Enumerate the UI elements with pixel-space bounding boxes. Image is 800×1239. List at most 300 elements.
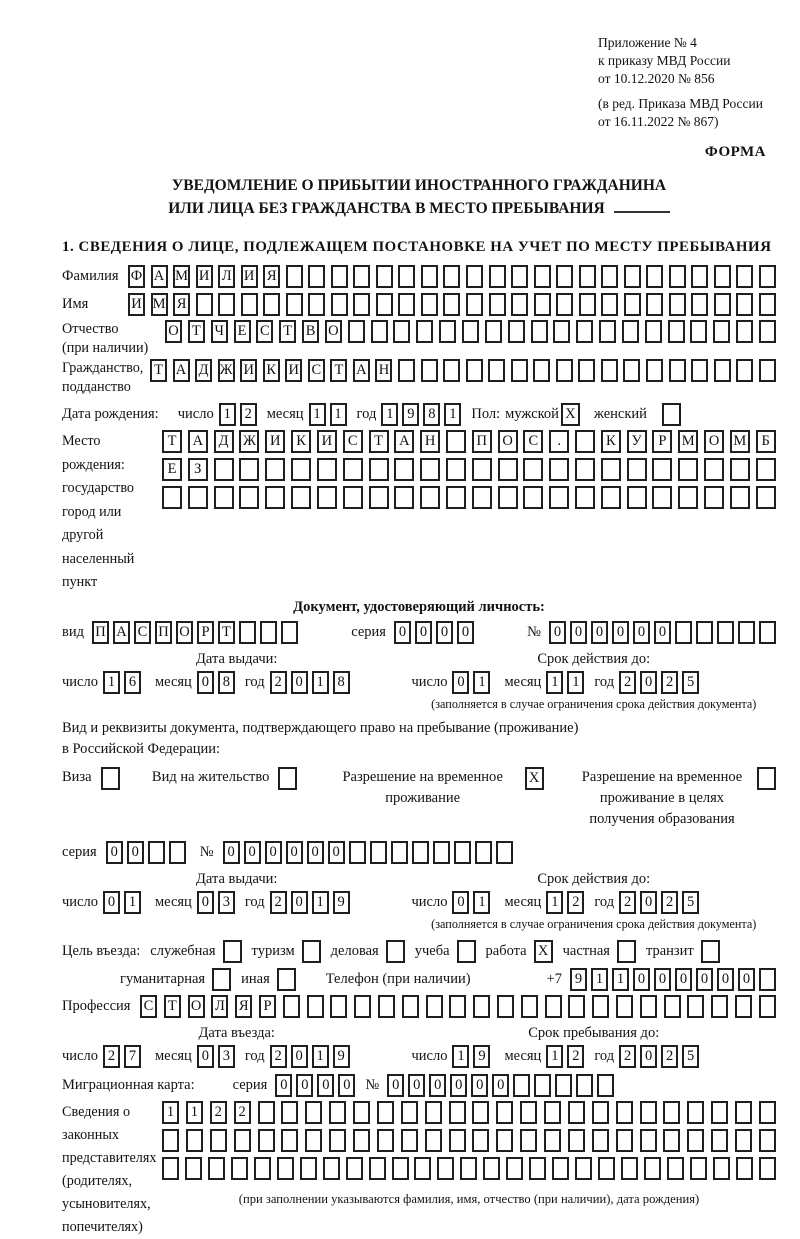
char-cell[interactable]: 0 bbox=[307, 841, 324, 864]
char-cell[interactable] bbox=[687, 1129, 704, 1152]
char-cell[interactable] bbox=[678, 486, 698, 509]
char-cell[interactable] bbox=[668, 320, 685, 343]
temp-permit-checkbox[interactable]: X bbox=[525, 767, 544, 790]
char-cell[interactable] bbox=[346, 1157, 363, 1180]
char-cell[interactable]: 2 bbox=[661, 1045, 678, 1068]
char-cell[interactable]: 1 bbox=[612, 968, 629, 991]
char-cell[interactable]: А bbox=[353, 359, 370, 382]
char-cell[interactable] bbox=[475, 841, 492, 864]
char-cell[interactable] bbox=[369, 458, 389, 481]
char-cell[interactable]: 0 bbox=[436, 621, 453, 644]
char-cell[interactable] bbox=[759, 265, 776, 288]
char-cell[interactable] bbox=[691, 265, 708, 288]
char-cell[interactable] bbox=[714, 265, 731, 288]
char-cell[interactable]: 9 bbox=[333, 891, 350, 914]
char-cell[interactable] bbox=[286, 265, 303, 288]
char-cell[interactable] bbox=[317, 458, 337, 481]
char-cell[interactable] bbox=[394, 458, 414, 481]
char-cell[interactable] bbox=[624, 293, 641, 316]
char-cell[interactable] bbox=[578, 359, 595, 382]
char-cell[interactable] bbox=[592, 1101, 609, 1124]
char-cell[interactable] bbox=[421, 265, 438, 288]
char-cell[interactable] bbox=[549, 458, 569, 481]
char-cell[interactable] bbox=[506, 1157, 523, 1180]
char-cell[interactable] bbox=[369, 486, 389, 509]
char-cell[interactable] bbox=[353, 1129, 370, 1152]
char-cell[interactable] bbox=[446, 458, 466, 481]
char-cell[interactable]: С bbox=[256, 320, 273, 343]
char-cell[interactable] bbox=[331, 293, 348, 316]
char-cell[interactable]: Л bbox=[218, 265, 235, 288]
char-cell[interactable] bbox=[640, 995, 657, 1018]
char-cell[interactable] bbox=[354, 995, 371, 1018]
char-cell[interactable] bbox=[258, 1129, 275, 1152]
char-cell[interactable] bbox=[714, 293, 731, 316]
char-cell[interactable] bbox=[534, 265, 551, 288]
char-cell[interactable]: 0 bbox=[429, 1074, 446, 1097]
char-cell[interactable] bbox=[691, 359, 708, 382]
commercial-checkbox[interactable] bbox=[386, 940, 405, 963]
char-cell[interactable] bbox=[687, 1101, 704, 1124]
char-cell[interactable]: 0 bbox=[291, 891, 308, 914]
char-cell[interactable] bbox=[690, 1157, 707, 1180]
char-cell[interactable] bbox=[713, 320, 730, 343]
char-cell[interactable] bbox=[420, 458, 440, 481]
char-cell[interactable] bbox=[523, 458, 543, 481]
char-cell[interactable] bbox=[210, 1129, 227, 1152]
char-cell[interactable]: 2 bbox=[234, 1101, 251, 1124]
char-cell[interactable] bbox=[711, 995, 728, 1018]
char-cell[interactable]: 1 bbox=[124, 891, 141, 914]
visa-checkbox[interactable] bbox=[101, 767, 120, 790]
char-cell[interactable]: 0 bbox=[338, 1074, 355, 1097]
char-cell[interactable]: 0 bbox=[640, 671, 657, 694]
char-cell[interactable] bbox=[544, 1101, 561, 1124]
char-cell[interactable]: 0 bbox=[633, 968, 650, 991]
char-cell[interactable]: 2 bbox=[661, 891, 678, 914]
char-cell[interactable]: 0 bbox=[696, 968, 713, 991]
char-cell[interactable]: И bbox=[317, 430, 337, 453]
char-cell[interactable]: Р bbox=[652, 430, 672, 453]
char-cell[interactable] bbox=[343, 486, 363, 509]
char-cell[interactable] bbox=[646, 293, 663, 316]
char-cell[interactable] bbox=[497, 995, 514, 1018]
char-cell[interactable]: О bbox=[325, 320, 342, 343]
char-cell[interactable]: 1 bbox=[219, 403, 236, 426]
char-cell[interactable] bbox=[511, 265, 528, 288]
char-cell[interactable] bbox=[669, 293, 686, 316]
char-cell[interactable] bbox=[398, 265, 415, 288]
char-cell[interactable]: И bbox=[265, 430, 285, 453]
char-cell[interactable]: Ж bbox=[218, 359, 235, 382]
char-cell[interactable] bbox=[371, 320, 388, 343]
char-cell[interactable] bbox=[449, 1101, 466, 1124]
char-cell[interactable]: Д bbox=[195, 359, 212, 382]
char-cell[interactable] bbox=[616, 1129, 633, 1152]
char-cell[interactable]: 0 bbox=[675, 968, 692, 991]
char-cell[interactable] bbox=[664, 995, 681, 1018]
char-cell[interactable] bbox=[667, 1157, 684, 1180]
char-cell[interactable] bbox=[305, 1101, 322, 1124]
char-cell[interactable] bbox=[736, 359, 753, 382]
char-cell[interactable]: 0 bbox=[570, 621, 587, 644]
char-cell[interactable] bbox=[234, 1129, 251, 1152]
char-cell[interactable] bbox=[343, 458, 363, 481]
char-cell[interactable] bbox=[597, 1074, 614, 1097]
char-cell[interactable]: Ч bbox=[211, 320, 228, 343]
char-cell[interactable] bbox=[533, 359, 550, 382]
char-cell[interactable] bbox=[329, 1129, 346, 1152]
char-cell[interactable] bbox=[646, 359, 663, 382]
char-cell[interactable] bbox=[575, 430, 595, 453]
char-cell[interactable] bbox=[508, 320, 525, 343]
char-cell[interactable] bbox=[466, 265, 483, 288]
char-cell[interactable]: 7 bbox=[124, 1045, 141, 1068]
char-cell[interactable]: 2 bbox=[567, 891, 584, 914]
char-cell[interactable] bbox=[148, 841, 165, 864]
char-cell[interactable] bbox=[556, 359, 573, 382]
char-cell[interactable] bbox=[489, 293, 506, 316]
char-cell[interactable]: П bbox=[472, 430, 492, 453]
char-cell[interactable] bbox=[599, 320, 616, 343]
char-cell[interactable] bbox=[621, 1157, 638, 1180]
char-cell[interactable]: 1 bbox=[312, 891, 329, 914]
char-cell[interactable]: 0 bbox=[654, 968, 671, 991]
char-cell[interactable] bbox=[759, 359, 776, 382]
study-checkbox[interactable] bbox=[457, 940, 476, 963]
char-cell[interactable]: 1 bbox=[473, 671, 490, 694]
char-cell[interactable]: 0 bbox=[197, 891, 214, 914]
char-cell[interactable] bbox=[401, 1129, 418, 1152]
char-cell[interactable] bbox=[353, 265, 370, 288]
char-cell[interactable]: Р bbox=[259, 995, 276, 1018]
char-cell[interactable] bbox=[241, 293, 258, 316]
char-cell[interactable] bbox=[291, 486, 311, 509]
char-cell[interactable] bbox=[575, 1157, 592, 1180]
char-cell[interactable] bbox=[353, 1101, 370, 1124]
char-cell[interactable]: 3 bbox=[218, 1045, 235, 1068]
char-cell[interactable]: Б bbox=[756, 430, 776, 453]
char-cell[interactable]: Т bbox=[218, 621, 235, 644]
char-cell[interactable] bbox=[412, 841, 429, 864]
char-cell[interactable] bbox=[756, 458, 776, 481]
char-cell[interactable] bbox=[738, 621, 755, 644]
char-cell[interactable] bbox=[348, 320, 365, 343]
char-cell[interactable] bbox=[462, 320, 479, 343]
char-cell[interactable]: 1 bbox=[591, 968, 608, 991]
char-cell[interactable]: 0 bbox=[640, 1045, 657, 1068]
char-cell[interactable]: 2 bbox=[661, 671, 678, 694]
char-cell[interactable] bbox=[446, 430, 466, 453]
char-cell[interactable]: 9 bbox=[333, 1045, 350, 1068]
char-cell[interactable] bbox=[433, 841, 450, 864]
char-cell[interactable] bbox=[520, 1129, 537, 1152]
char-cell[interactable] bbox=[472, 486, 492, 509]
char-cell[interactable]: 0 bbox=[127, 841, 144, 864]
char-cell[interactable]: 0 bbox=[394, 621, 411, 644]
char-cell[interactable] bbox=[576, 1074, 593, 1097]
char-cell[interactable] bbox=[735, 1101, 752, 1124]
char-cell[interactable] bbox=[640, 1101, 657, 1124]
char-cell[interactable] bbox=[185, 1157, 202, 1180]
business-checkbox[interactable] bbox=[223, 940, 242, 963]
char-cell[interactable]: 9 bbox=[402, 403, 419, 426]
char-cell[interactable] bbox=[162, 486, 182, 509]
char-cell[interactable]: К bbox=[263, 359, 280, 382]
char-cell[interactable] bbox=[421, 293, 438, 316]
char-cell[interactable]: 3 bbox=[218, 891, 235, 914]
char-cell[interactable]: М bbox=[173, 265, 190, 288]
char-cell[interactable]: П bbox=[155, 621, 172, 644]
char-cell[interactable] bbox=[713, 1157, 730, 1180]
char-cell[interactable]: 0 bbox=[591, 621, 608, 644]
char-cell[interactable]: 2 bbox=[240, 403, 257, 426]
char-cell[interactable]: З bbox=[188, 458, 208, 481]
char-cell[interactable] bbox=[623, 359, 640, 382]
char-cell[interactable]: А bbox=[173, 359, 190, 382]
char-cell[interactable] bbox=[498, 458, 518, 481]
char-cell[interactable] bbox=[460, 1157, 477, 1180]
char-cell[interactable] bbox=[260, 621, 277, 644]
char-cell[interactable]: 0 bbox=[457, 621, 474, 644]
char-cell[interactable] bbox=[640, 1129, 657, 1152]
char-cell[interactable]: П bbox=[92, 621, 109, 644]
char-cell[interactable]: 6 bbox=[124, 671, 141, 694]
char-cell[interactable]: У bbox=[627, 430, 647, 453]
char-cell[interactable]: 1 bbox=[567, 671, 584, 694]
char-cell[interactable] bbox=[627, 458, 647, 481]
char-cell[interactable]: 5 bbox=[682, 891, 699, 914]
char-cell[interactable]: Т bbox=[279, 320, 296, 343]
char-cell[interactable] bbox=[691, 293, 708, 316]
char-cell[interactable] bbox=[601, 486, 621, 509]
char-cell[interactable] bbox=[439, 320, 456, 343]
char-cell[interactable] bbox=[317, 486, 337, 509]
char-cell[interactable]: К bbox=[601, 430, 621, 453]
char-cell[interactable]: М bbox=[151, 293, 168, 316]
char-cell[interactable] bbox=[652, 486, 672, 509]
char-cell[interactable] bbox=[214, 486, 234, 509]
char-cell[interactable]: 0 bbox=[738, 968, 755, 991]
char-cell[interactable] bbox=[592, 1129, 609, 1152]
char-cell[interactable] bbox=[646, 265, 663, 288]
char-cell[interactable] bbox=[370, 841, 387, 864]
char-cell[interactable]: 1 bbox=[330, 403, 347, 426]
char-cell[interactable] bbox=[717, 621, 734, 644]
char-cell[interactable]: Т bbox=[369, 430, 389, 453]
char-cell[interactable] bbox=[735, 995, 752, 1018]
char-cell[interactable] bbox=[300, 1157, 317, 1180]
char-cell[interactable] bbox=[472, 1101, 489, 1124]
char-cell[interactable]: . bbox=[549, 430, 569, 453]
char-cell[interactable]: Р bbox=[197, 621, 214, 644]
char-cell[interactable] bbox=[305, 1129, 322, 1152]
char-cell[interactable] bbox=[704, 458, 724, 481]
char-cell[interactable] bbox=[736, 320, 753, 343]
char-cell[interactable]: 2 bbox=[270, 1045, 287, 1068]
char-cell[interactable]: И bbox=[128, 293, 145, 316]
char-cell[interactable] bbox=[263, 293, 280, 316]
char-cell[interactable] bbox=[575, 458, 595, 481]
char-cell[interactable] bbox=[488, 359, 505, 382]
char-cell[interactable]: Д bbox=[214, 430, 234, 453]
char-cell[interactable]: 1 bbox=[162, 1101, 179, 1124]
char-cell[interactable] bbox=[644, 1157, 661, 1180]
char-cell[interactable]: И bbox=[241, 265, 258, 288]
char-cell[interactable] bbox=[555, 1074, 572, 1097]
char-cell[interactable] bbox=[663, 1101, 680, 1124]
char-cell[interactable]: 0 bbox=[633, 621, 650, 644]
char-cell[interactable]: 0 bbox=[452, 671, 469, 694]
char-cell[interactable] bbox=[378, 995, 395, 1018]
char-cell[interactable] bbox=[186, 1129, 203, 1152]
char-cell[interactable]: 1 bbox=[546, 671, 563, 694]
char-cell[interactable]: О bbox=[704, 430, 724, 453]
char-cell[interactable]: 5 bbox=[682, 1045, 699, 1068]
char-cell[interactable] bbox=[414, 1157, 431, 1180]
char-cell[interactable] bbox=[283, 995, 300, 1018]
char-cell[interactable]: 0 bbox=[265, 841, 282, 864]
char-cell[interactable] bbox=[281, 1101, 298, 1124]
char-cell[interactable]: 2 bbox=[103, 1045, 120, 1068]
work-checkbox[interactable]: X bbox=[534, 940, 553, 963]
edu-permit-checkbox[interactable] bbox=[757, 767, 776, 790]
char-cell[interactable] bbox=[420, 486, 440, 509]
char-cell[interactable] bbox=[398, 293, 415, 316]
char-cell[interactable]: Т bbox=[150, 359, 167, 382]
char-cell[interactable] bbox=[759, 968, 776, 991]
char-cell[interactable] bbox=[669, 265, 686, 288]
char-cell[interactable] bbox=[511, 293, 528, 316]
char-cell[interactable] bbox=[520, 1101, 537, 1124]
char-cell[interactable] bbox=[376, 265, 393, 288]
char-cell[interactable] bbox=[627, 486, 647, 509]
char-cell[interactable] bbox=[443, 265, 460, 288]
char-cell[interactable]: 0 bbox=[415, 621, 432, 644]
char-cell[interactable] bbox=[545, 995, 562, 1018]
char-cell[interactable]: 0 bbox=[452, 891, 469, 914]
char-cell[interactable] bbox=[616, 995, 633, 1018]
char-cell[interactable] bbox=[265, 458, 285, 481]
char-cell[interactable] bbox=[598, 1157, 615, 1180]
char-cell[interactable] bbox=[730, 486, 750, 509]
char-cell[interactable] bbox=[759, 293, 776, 316]
char-cell[interactable]: А bbox=[188, 430, 208, 453]
char-cell[interactable]: 0 bbox=[286, 841, 303, 864]
char-cell[interactable]: С bbox=[523, 430, 543, 453]
char-cell[interactable]: Т bbox=[164, 995, 181, 1018]
char-cell[interactable] bbox=[568, 1129, 585, 1152]
char-cell[interactable]: 0 bbox=[387, 1074, 404, 1097]
char-cell[interactable] bbox=[759, 995, 776, 1018]
char-cell[interactable] bbox=[307, 995, 324, 1018]
char-cell[interactable] bbox=[592, 995, 609, 1018]
char-cell[interactable] bbox=[549, 486, 569, 509]
char-cell[interactable]: 2 bbox=[210, 1101, 227, 1124]
char-cell[interactable]: 0 bbox=[296, 1074, 313, 1097]
char-cell[interactable]: 0 bbox=[612, 621, 629, 644]
char-cell[interactable] bbox=[466, 359, 483, 382]
char-cell[interactable] bbox=[425, 1129, 442, 1152]
char-cell[interactable] bbox=[239, 486, 259, 509]
char-cell[interactable]: О bbox=[176, 621, 193, 644]
char-cell[interactable]: 1 bbox=[186, 1101, 203, 1124]
char-cell[interactable]: 1 bbox=[452, 1045, 469, 1068]
char-cell[interactable]: 0 bbox=[654, 621, 671, 644]
char-cell[interactable] bbox=[377, 1101, 394, 1124]
char-cell[interactable]: С bbox=[343, 430, 363, 453]
char-cell[interactable] bbox=[349, 841, 366, 864]
char-cell[interactable]: 0 bbox=[549, 621, 566, 644]
char-cell[interactable]: 0 bbox=[197, 671, 214, 694]
char-cell[interactable] bbox=[675, 621, 692, 644]
char-cell[interactable] bbox=[449, 1129, 466, 1152]
humanitarian-checkbox[interactable] bbox=[212, 968, 231, 991]
char-cell[interactable] bbox=[425, 1101, 442, 1124]
char-cell[interactable] bbox=[529, 1157, 546, 1180]
char-cell[interactable] bbox=[645, 320, 662, 343]
char-cell[interactable] bbox=[496, 1101, 513, 1124]
char-cell[interactable]: С bbox=[134, 621, 151, 644]
char-cell[interactable] bbox=[616, 1101, 633, 1124]
char-cell[interactable]: 0 bbox=[450, 1074, 467, 1097]
char-cell[interactable] bbox=[759, 320, 776, 343]
char-cell[interactable]: 1 bbox=[444, 403, 461, 426]
char-cell[interactable]: О bbox=[165, 320, 182, 343]
char-cell[interactable]: 0 bbox=[408, 1074, 425, 1097]
char-cell[interactable] bbox=[568, 1101, 585, 1124]
char-cell[interactable]: 0 bbox=[223, 841, 240, 864]
char-cell[interactable] bbox=[579, 293, 596, 316]
char-cell[interactable] bbox=[162, 1129, 179, 1152]
char-cell[interactable]: 1 bbox=[546, 891, 563, 914]
char-cell[interactable] bbox=[531, 320, 548, 343]
char-cell[interactable] bbox=[579, 265, 596, 288]
char-cell[interactable]: Я bbox=[263, 265, 280, 288]
char-cell[interactable]: 0 bbox=[640, 891, 657, 914]
char-cell[interactable] bbox=[553, 320, 570, 343]
char-cell[interactable]: 9 bbox=[473, 1045, 490, 1068]
char-cell[interactable] bbox=[391, 841, 408, 864]
char-cell[interactable] bbox=[330, 995, 347, 1018]
char-cell[interactable] bbox=[489, 265, 506, 288]
char-cell[interactable] bbox=[162, 1157, 179, 1180]
char-cell[interactable] bbox=[466, 293, 483, 316]
char-cell[interactable] bbox=[393, 320, 410, 343]
char-cell[interactable] bbox=[735, 1129, 752, 1152]
char-cell[interactable] bbox=[759, 1157, 776, 1180]
char-cell[interactable] bbox=[663, 1129, 680, 1152]
char-cell[interactable]: Ф bbox=[128, 265, 145, 288]
char-cell[interactable]: 1 bbox=[473, 891, 490, 914]
char-cell[interactable]: 1 bbox=[103, 671, 120, 694]
char-cell[interactable]: 0 bbox=[291, 1045, 308, 1068]
char-cell[interactable] bbox=[265, 486, 285, 509]
char-cell[interactable] bbox=[601, 359, 618, 382]
char-cell[interactable]: Е bbox=[162, 458, 182, 481]
char-cell[interactable] bbox=[449, 995, 466, 1018]
char-cell[interactable]: О bbox=[188, 995, 205, 1018]
char-cell[interactable] bbox=[556, 293, 573, 316]
char-cell[interactable] bbox=[446, 486, 466, 509]
char-cell[interactable]: 0 bbox=[244, 841, 261, 864]
char-cell[interactable] bbox=[369, 1157, 386, 1180]
char-cell[interactable]: 0 bbox=[717, 968, 734, 991]
char-cell[interactable] bbox=[575, 486, 595, 509]
char-cell[interactable] bbox=[521, 995, 538, 1018]
char-cell[interactable]: Т bbox=[188, 320, 205, 343]
char-cell[interactable] bbox=[711, 1129, 728, 1152]
